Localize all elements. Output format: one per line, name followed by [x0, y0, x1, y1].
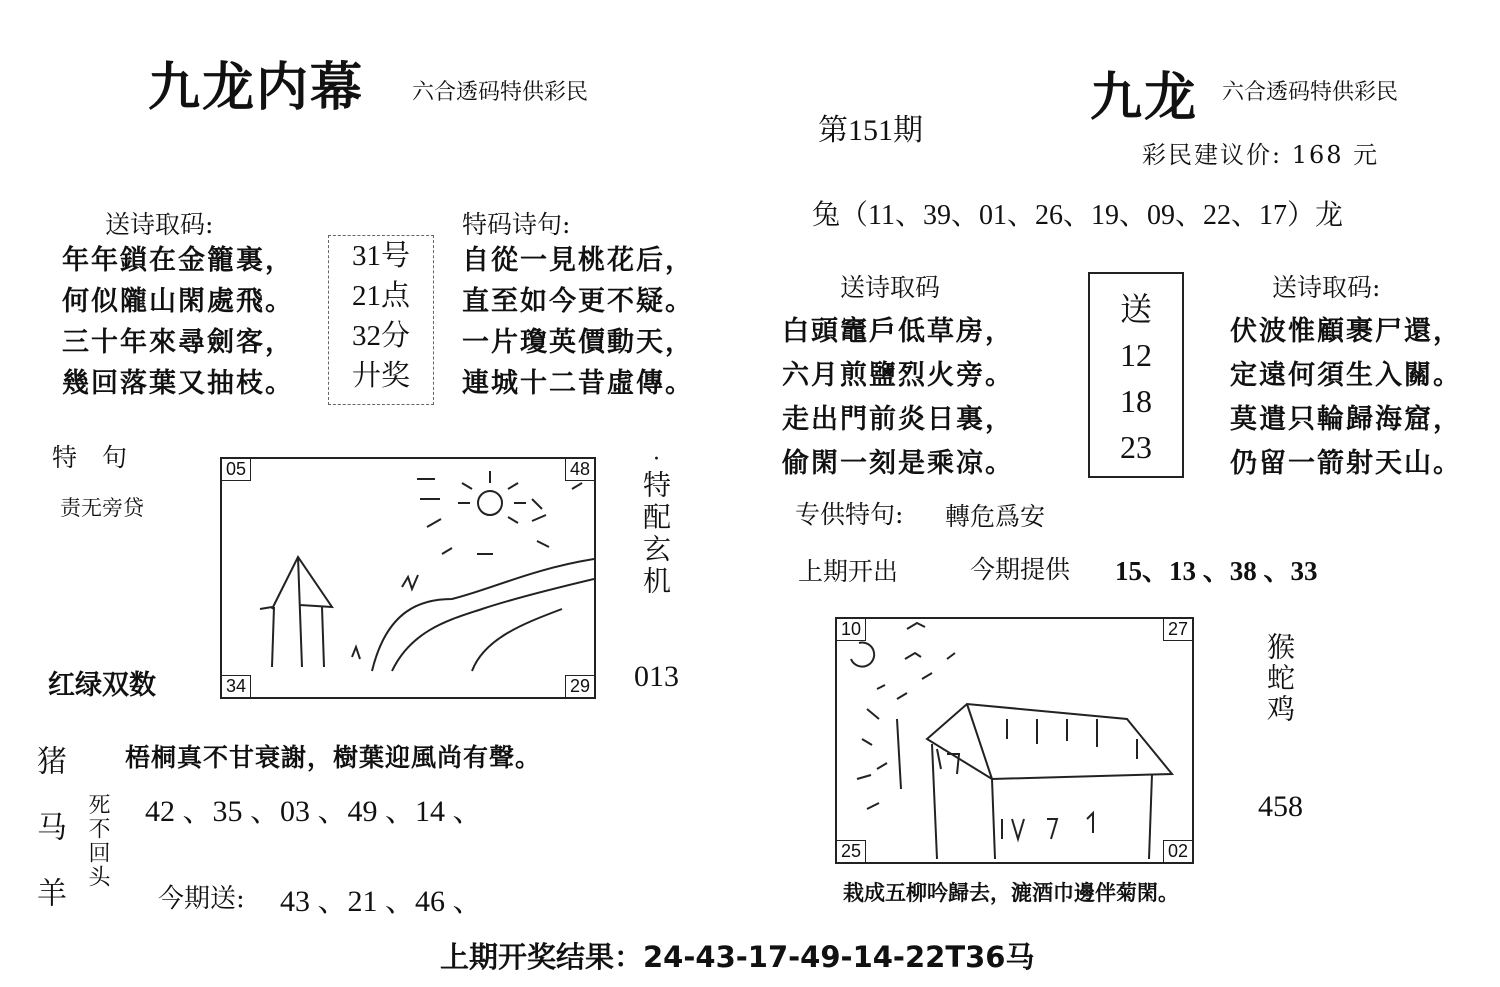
poem-line: 走出門前炎日裏， — [782, 404, 1014, 435]
issue-number: 第151期 — [818, 114, 923, 147]
poem-line: 連城十二昔虛傳。 — [462, 368, 694, 399]
right-side-number: 458 — [1258, 790, 1303, 823]
left-poem1 — [62, 240, 294, 404]
corner-label-bottom-left: 25 — [836, 840, 866, 863]
rabbit-dragon-line: 兔（11、39、01、26、19、09、22、17）龙 — [812, 200, 1343, 231]
box-line: 31号 — [351, 240, 410, 272]
left-side-number: 013 — [634, 660, 679, 693]
tent-scene-illustration — [222, 459, 594, 697]
poem-line: 一片瓊英價動天， — [462, 327, 694, 358]
right-special-text: 轉危爲安 — [945, 502, 1046, 531]
left-dead-vertical: 死不回头 — [85, 793, 110, 889]
corner-label-top-right: 48 — [565, 458, 595, 481]
corner-label-bottom-left: 34 — [221, 675, 251, 698]
price-label: 彩民建议价: 168 元 — [1142, 141, 1380, 169]
left-special-heading: 特 句 — [52, 443, 128, 472]
right-poem-line: 栽成五柳吟歸去，漉酒巾邊伴菊閑。 — [843, 880, 1179, 905]
corner-label-top-left: 05 — [221, 458, 251, 481]
left-poem1-heading: 送诗取码: — [105, 210, 214, 239]
poem-line: 幾回落葉又抽枝。 — [62, 368, 294, 399]
left-side-dot: · — [653, 447, 660, 472]
box-line: 21点 — [351, 280, 410, 312]
poem-line: 六月煎鹽烈火旁。 — [782, 360, 1014, 391]
box-line: 12 — [1120, 337, 1152, 373]
last-issue-label: 上期开出 — [798, 557, 899, 586]
poem-line: 偷閑一刻是乘凉。 — [782, 448, 1014, 479]
left-dead-numbers: 42 、35 、03 、49 、14 、 — [145, 795, 483, 828]
box-line: 32分 — [351, 320, 410, 352]
left-today-label: 今期送: — [158, 884, 245, 914]
provide-numbers: 15、13 、38 、33 — [1115, 556, 1318, 586]
right-side-vertical: 猴蛇鸡 — [1263, 632, 1296, 725]
box-line: 18 — [1120, 383, 1152, 419]
right-poem2 — [1230, 310, 1462, 486]
house-scene-illustration — [837, 619, 1192, 862]
provide-label: 今期提供 — [970, 555, 1071, 584]
right-title: 九龙 — [1090, 67, 1199, 128]
poem-line: 直至如今更不疑。 — [462, 286, 694, 317]
corner-label-top-right: 27 — [1163, 618, 1193, 641]
left-zodiac-vertical: 猪马羊 — [31, 745, 66, 943]
poem-line: 伏波惟顧裹尸還， — [1230, 316, 1462, 347]
poem-line: 白頭竈戶低草房， — [782, 316, 1014, 347]
right-poem1-heading: 送诗取码 — [840, 273, 941, 302]
corner-label-bottom-right: 02 — [1163, 840, 1193, 863]
poem-line: 何似隴山閑處飛。 — [62, 286, 294, 317]
poem-line: 仍留一箭射天山。 — [1230, 448, 1462, 479]
left-subtitle: 六合透码特供彩民 — [412, 80, 589, 105]
right-center-box — [1088, 272, 1184, 478]
left-poem2 — [462, 240, 694, 404]
right-picture — [835, 617, 1194, 864]
right-poem1 — [782, 310, 1014, 486]
box-line: 廾奖 — [351, 360, 410, 392]
box-line: 送 — [1119, 291, 1152, 327]
right-poem2-heading: 送诗取码: — [1272, 273, 1381, 302]
corner-label-bottom-right: 29 — [565, 675, 595, 698]
left-title: 九龙内幕 — [148, 57, 365, 118]
left-center-box — [328, 235, 434, 405]
left-picture — [220, 457, 596, 699]
left-special-text: 责无旁贷 — [60, 496, 144, 520]
left-today-numbers: 43 、21 、46 、 — [280, 885, 483, 918]
right-subtitle: 六合透码特供彩民 — [1222, 80, 1399, 105]
left-red-green: 红绿双数 — [48, 670, 156, 701]
corner-label-top-left: 10 — [836, 618, 866, 641]
poem-line: 定遠何須生入關。 — [1230, 360, 1462, 391]
poem-line: 莫遣只輪歸海窟， — [1230, 404, 1462, 435]
poem-line: 三十年來尋劍客， — [62, 327, 294, 358]
right-special-label: 专供特句: — [795, 500, 904, 529]
last-draw-result: 上期开奖结果：24-43-17-49-14-22T36马 — [440, 940, 1035, 974]
poem-line: 自從一見桃花后， — [462, 245, 694, 276]
box-line: 23 — [1120, 429, 1152, 465]
left-poem-line: 梧桐真不甘衰謝，樹葉迎風尚有聲。 — [125, 743, 542, 772]
left-poem2-heading: 特码诗句: — [462, 210, 571, 239]
poem-line: 年年鎖在金籠裏， — [62, 245, 294, 276]
left-side-vertical: 特配玄机 — [639, 470, 672, 598]
